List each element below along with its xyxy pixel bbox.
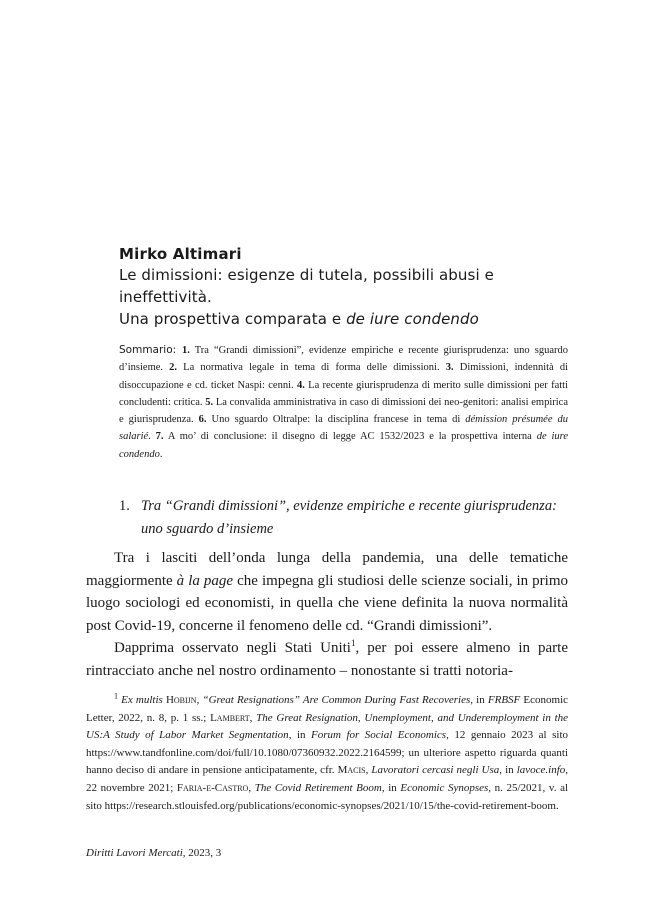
footnote-text: ,: [249, 711, 257, 724]
article-title-line-2: [119, 308, 589, 330]
body-text-run: Tra i lasciti dell’onda lunga della pandemia, una delle tematiche maggiormente: [86, 550, 568, 589]
footnote-text: , 12 gennaio 2023 al sito https://www.tandfonline.com/doi/full/10.1080/07360932.2022.2164599; un ulteriore aspetto riguarda quanti hanno deciso di andare in pensione anticipatamente, cfr.: [86, 729, 569, 777]
body-paragraph: [86, 547, 568, 637]
section-heading: [119, 495, 569, 540]
summary-abstract: [119, 342, 568, 463]
body-text-run: , per poi essere almeno in parte rintracciato anche nel nostro ordinamento – nonostante si tratti notoria-: [86, 640, 568, 679]
summary-item-text: A mo’ di conclusione: il disegno di legge AC 1532/2023 e la prospettiva interna: [163, 431, 537, 443]
footnote-italic: The Great Resignation, Unemployment, and Underemployment in the US:A Study of Labor Market Segmentation: [86, 711, 569, 742]
footnote-author: Faria-e-Castro: [176, 781, 249, 794]
footnote-author: Macis: [337, 764, 366, 777]
summary-item-tail: .: [148, 431, 156, 443]
summary-item-number: 6.: [198, 414, 207, 426]
footer-issue: 2023, 3: [188, 847, 222, 859]
footnote-text: ,: [248, 781, 255, 794]
footnote-number: 1: [114, 691, 118, 701]
footnote-text: , n. 25/2021, v. al sito https://research.stlouisfed.org/publications/economic-synopses/2021/10/15/the-covid-retirement-boom.: [86, 781, 569, 812]
footnote-text: ,: [365, 764, 372, 777]
summary-item-text: La convalida amministrativa in caso di dimissioni dei neo-genitori: analisi empirica e giurisprudenza.: [119, 396, 568, 426]
page-footer: [86, 847, 221, 859]
author-name: Mirko Altimari: [119, 245, 242, 263]
summary-item-text: Dimissioni, indennità di disoccupazione e cd. ticket Naspi: cenni.: [119, 362, 568, 391]
footnote-text: Economic Letter, 2022, n. 8, p. 1 ss.;: [86, 694, 569, 724]
footnote-text: ,: [196, 694, 203, 706]
summary-item-number: 5.: [205, 396, 214, 408]
summary-item-text: La normativa legale in tema di forma delle dimissioni.: [177, 362, 446, 374]
footnote-italic: Forum for Social Economics: [311, 729, 447, 742]
body-italic-run: à la page: [176, 572, 234, 589]
footnote-author: Lambert: [210, 711, 250, 724]
footnote-author: Hobijn: [165, 694, 197, 706]
article-title-line-1: Le dimissioni: esigenze di tutela, possibili abusi e ineffettività.: [119, 266, 494, 306]
summary-item-number: 1.: [181, 345, 190, 356]
summary-item-tail: .: [159, 448, 163, 460]
summary-item-text: La recente giurisprudenza di merito sulle dimissioni per fatti concludenti: critica.: [119, 379, 568, 408]
footnote-italic: Economic Synopses: [400, 781, 489, 794]
section-number: 1.: [119, 498, 130, 514]
footnote-text: , in: [288, 729, 312, 742]
footnote-paragraph: [86, 692, 568, 815]
footnote-text: , 22 novembre 2021;: [86, 764, 569, 794]
body-text: [86, 547, 568, 683]
footnote-text: , in: [499, 764, 517, 777]
footnote-reference[interactable]: 1: [350, 638, 356, 649]
article-title-line-2-italic: de iure condendo: [346, 310, 479, 328]
footnote-italic: “Great Resignations” Are Common During Fast Recoveries: [202, 694, 471, 706]
body-paragraph: [86, 637, 568, 682]
footer-journal: Diritti Lavori Mercati,: [86, 847, 189, 859]
article-title-line-2-text: Una prospettiva comparata e: [119, 310, 347, 328]
footnote-italic: The Covid Retirement Boom: [254, 781, 382, 794]
footnote-text: , in: [381, 781, 401, 794]
summary-item-italic: démission présumée du salarié: [119, 414, 568, 443]
body-text-run: Dapprima osservato negli Stati Uniti: [114, 640, 351, 657]
summary-label: Sommario:: [119, 344, 182, 356]
summary-item-text: Tra “Grandi dimissioni”, evidenze empiriche e recente giurisprudenza: uno sguardo d’insieme.: [119, 345, 569, 374]
summary-item-number: 2.: [169, 362, 178, 374]
summary-item-number: 4.: [296, 379, 305, 391]
footnote: [86, 692, 568, 815]
section-title: Tra “Grandi dimissioni”, evidenze empiriche e recente giurisprudenza: uno sguardo d’insieme: [141, 498, 557, 537]
summary-item-text: Uno sguardo Oltralpe: la disciplina francese in tema di: [206, 414, 466, 426]
summary-item-number: 7.: [155, 431, 164, 443]
article-header: [119, 244, 589, 330]
footnote-italic: FRBSF: [487, 694, 521, 706]
footnote-italic: lavoce.info: [516, 764, 566, 777]
footnote-italic: Lavoratori cercasi negli Usa: [371, 764, 500, 777]
summary-item-number: 3.: [445, 362, 454, 374]
footnote-italic: Ex multis: [121, 694, 163, 706]
body-text-run: che impegna gli studiosi delle scienze sociali, in primo luogo sociologi ed economisti, in quella che viene definita la nuova normalità post Covid-19, concerne il fenomeno delle cd. “Grandi dimissioni”.: [86, 572, 568, 634]
summary-item-italic: de iure condendo: [119, 431, 569, 460]
footnote-text: , in: [470, 694, 488, 706]
